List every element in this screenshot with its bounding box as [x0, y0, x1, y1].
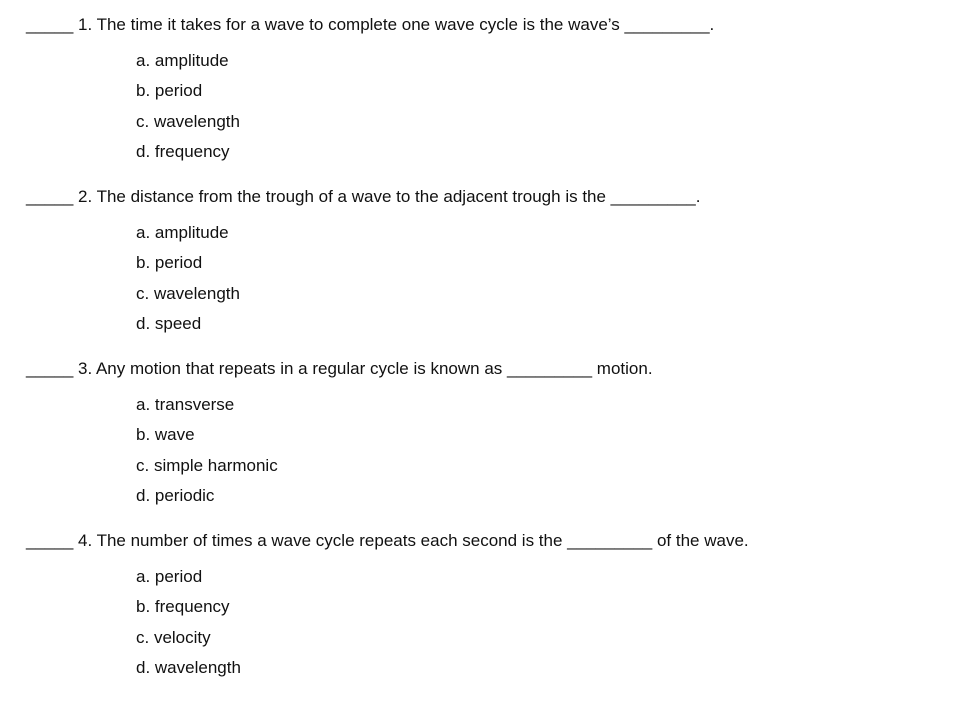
question-1-text: _____ 1. The time it takes for a wave to complete one wave cycle is the wave’s _________.: [26, 15, 715, 34]
question-4-option-a: a. period: [136, 567, 203, 586]
question-3-option-b: b. wave: [136, 425, 195, 445]
question-2-text: _____ 2. The distance from the trough of a wave to the adjacent trough is the _________.: [26, 187, 701, 206]
question-1-option-b: b. period: [136, 81, 203, 101]
question-1: [26, 15, 946, 172]
question-3-option-c: c. simple harmonic: [136, 455, 278, 475]
question-4-text: _____ 4. The number of times a wave cycle repeats each second is the _________ of the wave.: [26, 531, 749, 550]
question-2-option-c: c. wavelength: [136, 283, 240, 303]
question-3-option-d: d. periodic: [136, 485, 215, 505]
question-2: [26, 187, 946, 344]
question-4: [26, 531, 946, 688]
question-3-options: [136, 395, 946, 506]
question-4-option-b: b. frequency: [136, 597, 230, 617]
question-2-option-a: a. amplitude: [136, 223, 229, 242]
question-1-option-a: a. amplitude: [136, 51, 229, 70]
question-2-options: [136, 223, 946, 334]
question-4-options: [136, 567, 946, 678]
question-3: [26, 359, 946, 516]
question-2-option-d: d. speed: [136, 313, 202, 333]
question-4-option-d: d. wavelength: [136, 657, 241, 677]
question-1-option-d: d. frequency: [136, 141, 230, 161]
question-4-option-c: c. velocity: [136, 627, 211, 647]
question-2-option-b: b. period: [136, 253, 203, 273]
question-3-text: _____ 3. Any motion that repeats in a regular cycle is known as _________ motion.: [26, 359, 653, 378]
question-1-option-c: c. wavelength: [136, 111, 240, 131]
question-3-option-a: a. transverse: [136, 395, 235, 414]
question-1-options: [136, 51, 946, 162]
